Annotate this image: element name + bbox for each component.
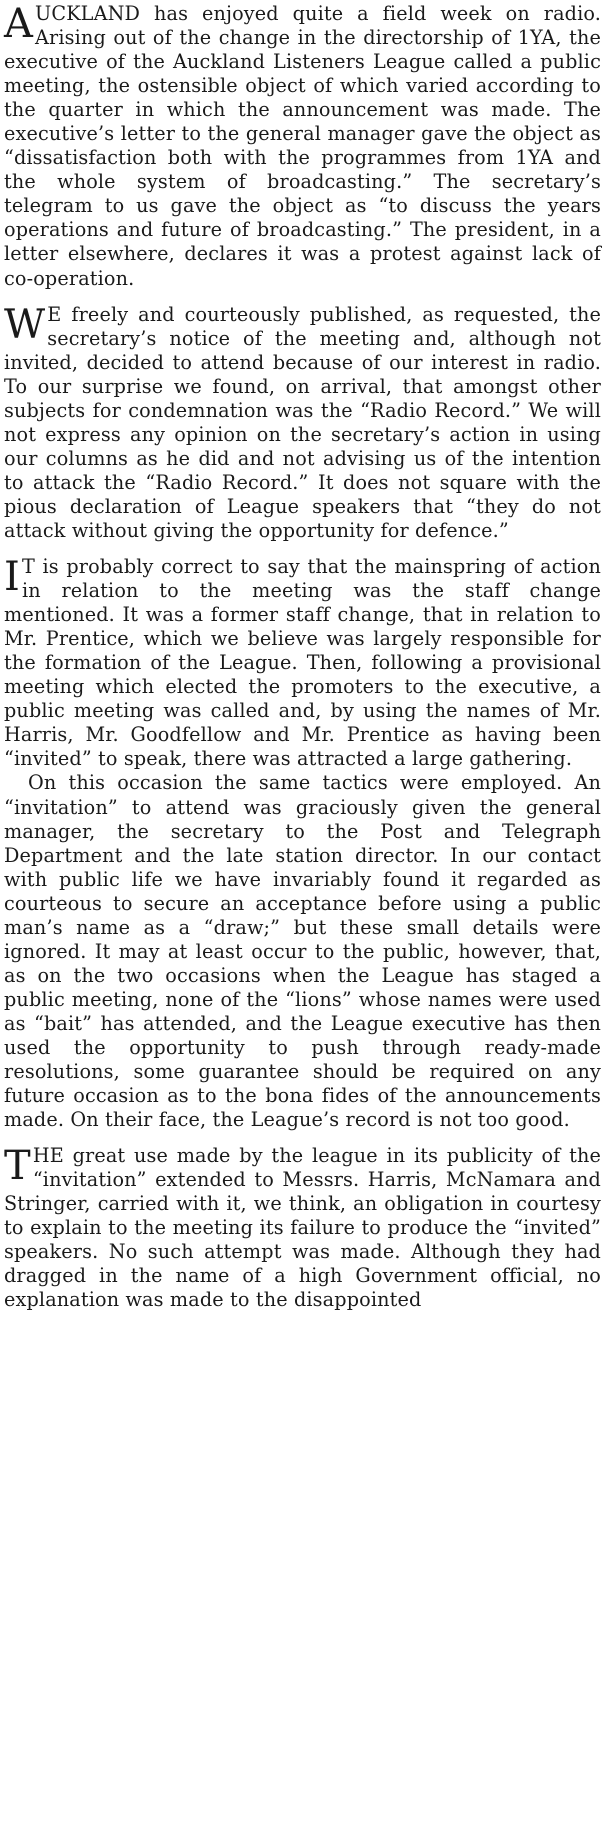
drop-cap: W	[4, 301, 46, 348]
paragraph-text: freely and courteously published, as requested, the secretary’s notice of the meeting and, although not invited, decided to attend because of our interest in radio. To our surprise we found, on arrival, that amongst other subjects for condemnation was the “Radio Record.” We will not express any opinion on the secretary’s action in using our columns as he did and not advising us of the intention to attack the “Radio Record.” It does not square with the pious declaration of League speakers that “they do not attack without giving the opportunity for defence.”	[4, 302, 601, 542]
paragraph-4	[4, 771, 601, 1132]
article-column	[4, 2, 601, 1312]
lead-word: E	[47, 302, 62, 326]
paragraph-1	[4, 2, 601, 291]
paragraph-text: is probably correct to say that the mainspring of action in relation to the meeting was the staff change mentioned. It was a former staff change, that in relation to Mr. Prentice, which we believe was largely responsible for the formation of the League. Then, following a provisional meeting which elected the promoters to the executive, a public meeting was called and, by using the names of Mr. Harris, Mr. Goodfellow and Mr. Prentice as having been “invited” to speak, there was attracted a large gathering.	[4, 555, 601, 771]
paragraph-3	[4, 555, 601, 771]
lead-word: T	[21, 555, 35, 579]
drop-cap: A	[4, 1, 34, 47]
paragraph-5	[4, 1144, 601, 1312]
drop-cap: I	[4, 554, 20, 601]
paragraph-2	[4, 303, 601, 543]
lead-word: UCKLAND	[35, 2, 141, 25]
paragraph-text: On this occasion the same tactics were employed. An “invitation” to attend was graciously given the general manager, the secretary to the Post and Telegraph Department and the late station director. In our contact with public life we have invariably found it regarded as courteous to secure an acceptance before using a public man’s name as a “draw;” but these small details were ignored. It may at least occur to the public, however, that, as on the two occasions when the League has staged a public meeting, none of the “lions” whose names were used as “bait” has attended, and the League executive has then used the opportunity to push through ready-made resolutions, some guarantee should be required on any future occasion as to the bona fides of the announcements made. On their face, the League’s record is not too good.	[4, 771, 601, 1132]
paragraph-text: great use made by the league in its publicity of the “invitation” extended to Messrs. Harris, McNamara and Stringer, carried with it, we think, an obligation in courtesy to explain to the meeting its failure to produce the “invited” speakers. No such attempt was made. Although they had dragged in the name of a high Government official, no explanation was made to the disappointed	[4, 1144, 601, 1312]
lead-word: HE	[32, 1144, 64, 1168]
drop-cap: T	[4, 1143, 31, 1190]
paragraph-text: has enjoyed quite a field week on radio. Arising out of the change in the directorship of 1YA, the executive of the Auckland Listeners League called a public meeting, the ostensible object of which varied according to the quarter in which the announcement was made. The executive’s letter to the general manager gave the object as “dissatisfaction both with the programmes from 1YA and the whole system of broadcasting.” The secretary’s telegram to us gave the object as “to discuss the years operations and future of broadcasting.” The president, in a letter elsewhere, declares it was a protest against lack of co-operation.	[4, 2, 601, 290]
